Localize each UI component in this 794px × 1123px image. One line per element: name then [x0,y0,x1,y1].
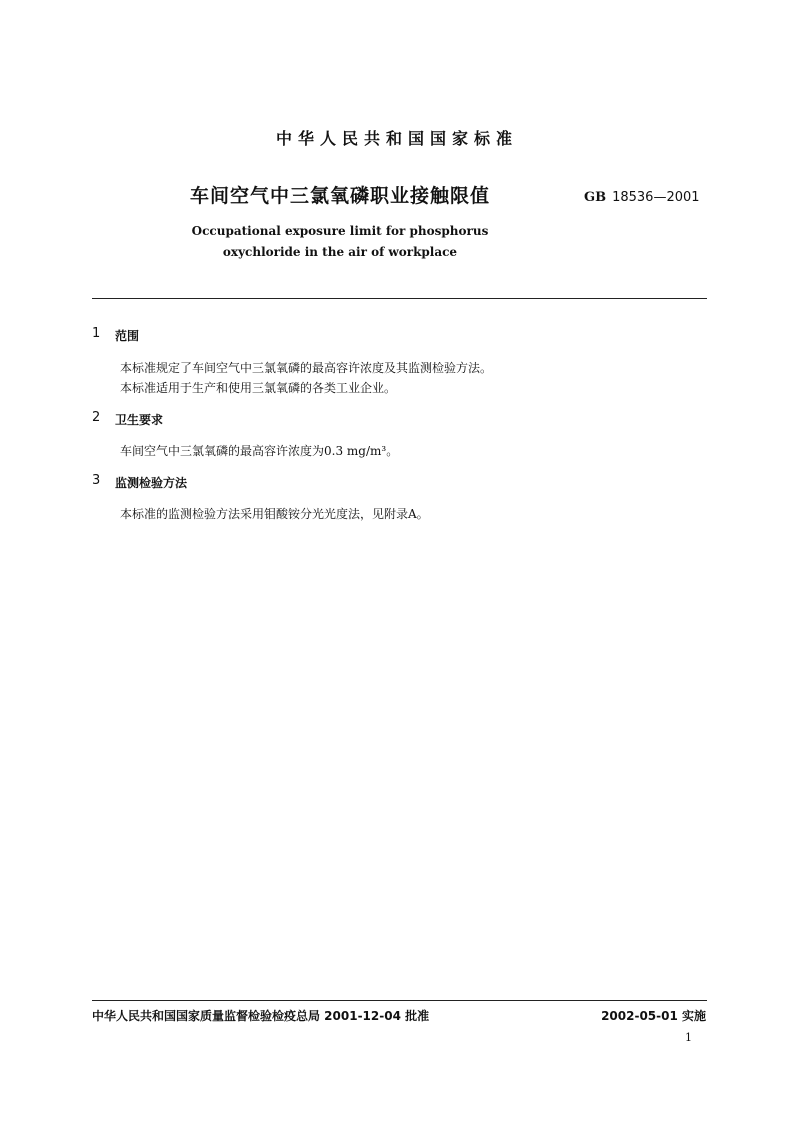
section-3-title: 监测检验方法 [115,476,188,490]
page-number: 1 [685,1031,692,1044]
section-1-paragraph-1: 本标准规定了车间空气中三氯氧磷的最高容许浓度及其监测检验方法。 [120,361,493,375]
section-1-number: 1 [92,326,101,341]
standard-code [584,190,700,205]
section-3-number: 3 [92,473,101,488]
approval-statement: 中华人民共和国国家质量监督检验检疫总局 2001-12-04 批准 [92,1009,430,1023]
standard-code-prefix: GB [584,190,607,205]
footer-divider [92,1000,707,1001]
section-3-paragraph-1: 本标准的监测检验方法采用钼酸铵分光光度法，见附录A。 [120,507,429,521]
section-2-number: 2 [92,410,101,425]
section-1-title: 范围 [115,329,140,343]
implementation-date: 2002-05-01 实施 [601,1009,706,1023]
standard-code-number: 18536—2001 [612,190,700,205]
document-title: 车间空气中三氯氧磷职业接触限值 [189,185,490,207]
english-title-line-1: Occupational exposure limit for phosphorus [191,224,489,238]
section-1-paragraph-2: 本标准适用于生产和使用三氯氧磷的各类工业企业。 [120,381,397,395]
section-2-paragraph-1: 车间空气中三氯氧磷的最高容许浓度为0.3 mg/m³。 [120,444,399,458]
english-title-line-2: oxychloride in the air of workplace [222,245,458,259]
header-divider [92,298,707,299]
section-2-title: 卫生要求 [115,413,164,427]
standard-org-heading: 中华人民共和国国家标准 [275,129,518,148]
